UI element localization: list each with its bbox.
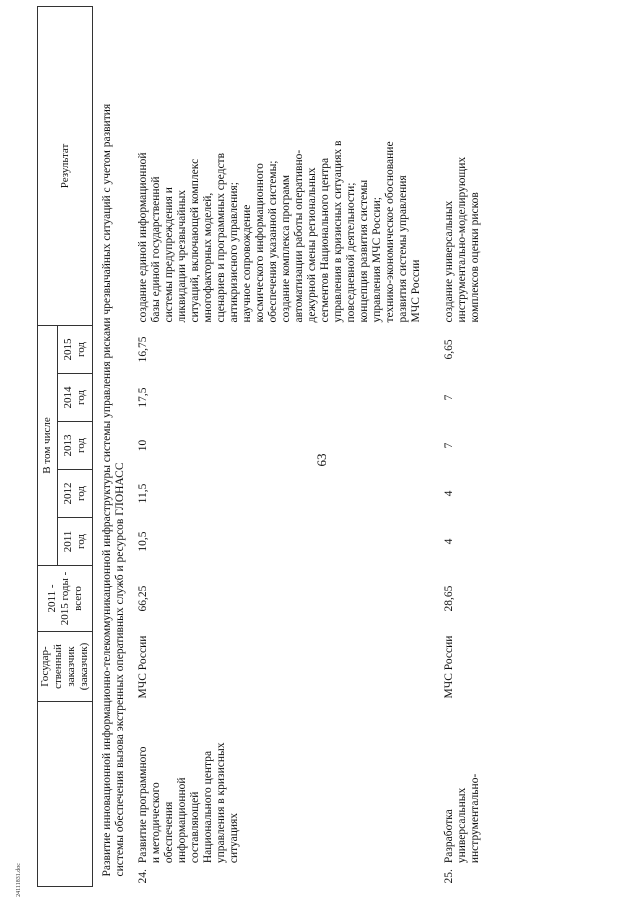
row-2014: 7: [443, 394, 455, 401]
row-customer: МЧС России: [443, 635, 455, 699]
header-year-2013: 2013 год: [57, 422, 92, 470]
header-name-column: [38, 702, 93, 887]
header-year-2011: 2011 год: [57, 518, 92, 566]
row-2013: 10: [137, 439, 149, 452]
row-2014: 17,5: [137, 387, 149, 408]
row-total: 66,25: [137, 585, 149, 612]
row-name: Разработка универсальных инструментально-: [443, 773, 481, 864]
row-2011: 10,5: [137, 531, 149, 552]
row-name: Развитие программного и методического обеспечения информационной составляющей Национального центра управления в кризисных ситуациях: [137, 742, 240, 864]
header-including: В том числе: [38, 325, 58, 565]
table-row: [425, 6, 484, 886]
row-2012: 4: [443, 490, 455, 497]
row-number: 24.: [137, 869, 149, 884]
row-name-cell: [135, 702, 425, 887]
header-customer: Государ- ственный заказчик (заказчик): [38, 632, 93, 702]
program-table: [37, 6, 484, 887]
row-customer: МЧС России: [137, 635, 149, 699]
row-2011: 4: [443, 538, 455, 545]
header-result: Результат: [38, 6, 93, 325]
row-2015: 6,65: [443, 339, 455, 360]
row-result: создание универсальных инструментально-моделирующих комплексов оценки рисков: [443, 156, 481, 323]
header-year-2014: 2014 год: [57, 374, 92, 422]
page-number: 63: [314, 453, 329, 467]
row-number: 25.: [443, 869, 455, 884]
footer-file-code: 24111831.doc: [16, 863, 22, 897]
header-year-2012: 2012 год: [57, 470, 92, 518]
section-title: Развитие инновационной информационно-телекоммуникационной инфраструктуры системы управления рисками чрезвычайных ситуаций с учетом развития системы обеспечения вызова экстренных оперативных служб и ресурсов ГЛОНАСС: [101, 103, 126, 877]
table-row: [135, 6, 425, 886]
row-result: создание единой информационной базы единой государственной системы предупреждения и ликвидации чрезвычайных ситуаций, включающей комплекс многофакторных моделей, сценариев и программных средств антикризисного управления; научное сопровождение космического информационного обеспечения указанной системы; создание комплекса программ автоматизации работы оперативно- дежурной смены региональных сегментов Национального центра управления в кризисных ситуациях в повседневной деятельности; концепция развития системы управления МЧС России; технико-экономическое обоснование развития системы управления МЧС России: [137, 140, 422, 323]
row-name-cell: [425, 702, 484, 887]
table-header: [38, 6, 93, 886]
row-2012: 11,5: [137, 483, 149, 504]
header-total: 2011 - 2015 годы - всего: [38, 566, 93, 632]
row-total: 28,65: [443, 585, 455, 612]
row-2015: 16,75: [137, 336, 149, 363]
row-2013: 7: [443, 442, 455, 449]
header-year-2015: 2015 год: [57, 325, 92, 373]
